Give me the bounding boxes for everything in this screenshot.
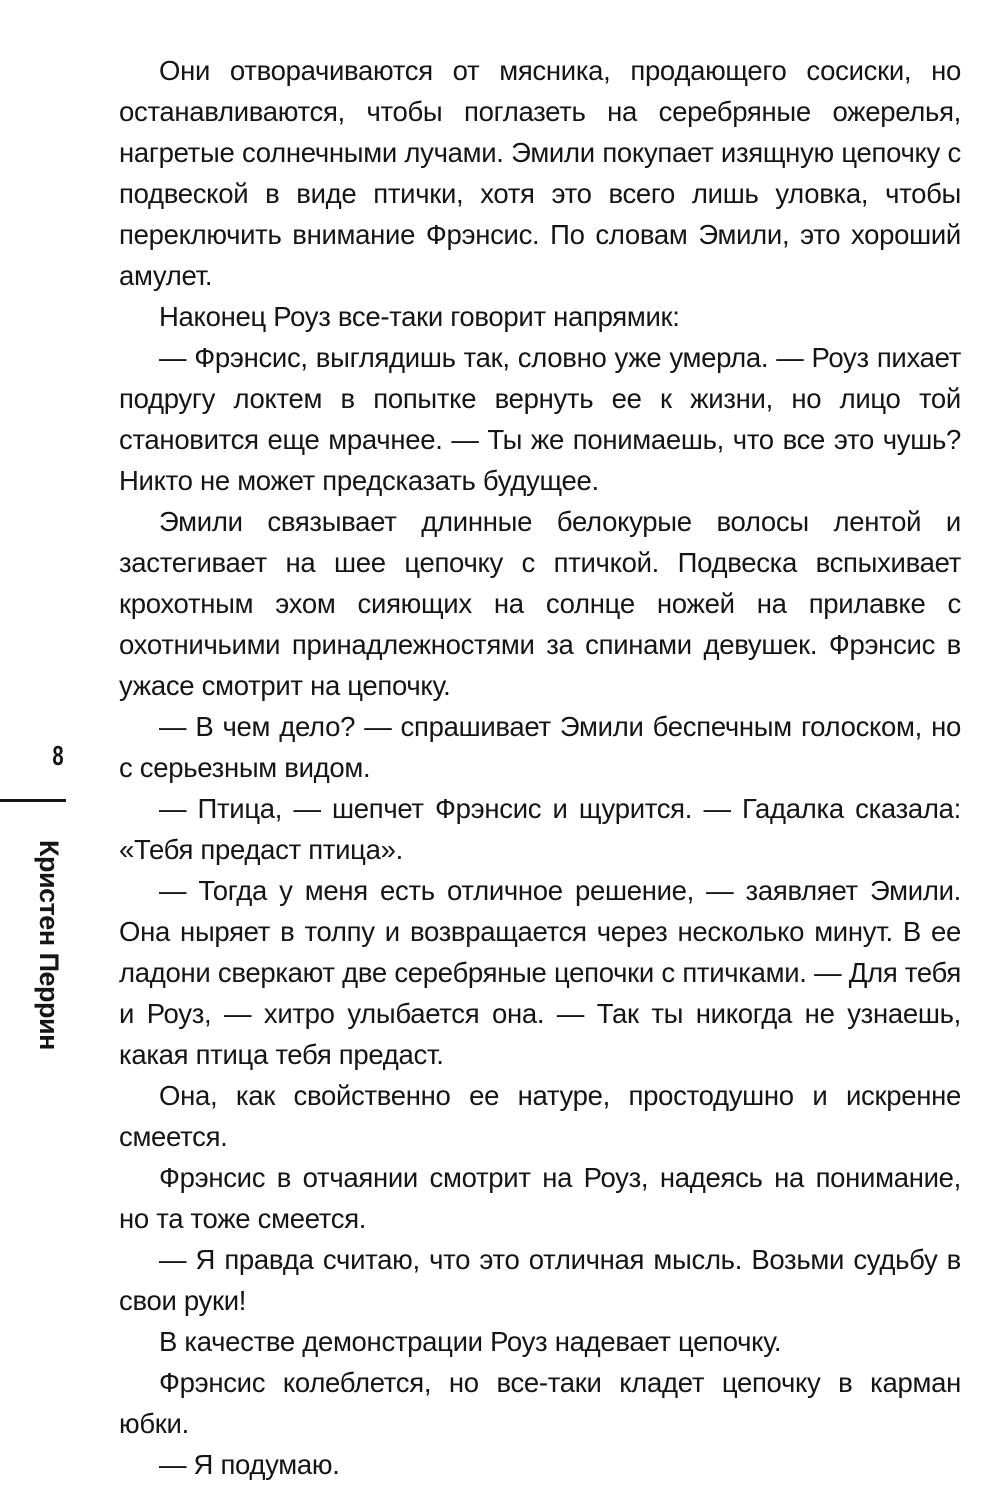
paragraph-6: — Птица, — шепчет Фрэнсис и щурится. — Гадалка сказала: «Тебя предаст птица».	[119, 793, 961, 865]
paragraph-3: — Фрэнсис, выглядишь так, словно уже умерла. — Роуз пихает подругу локтем в попытке вернуть ее к жизни, но лицо той становится еще мрачнее. — Ты же понимаешь, что все это чушь? Никто не может предсказать будущее.	[119, 342, 961, 496]
running-head-author: Кристен Перрин	[34, 840, 64, 1050]
page-number: 8	[52, 740, 64, 771]
paragraph-10: — Я правда считаю, что это отличная мысль. Возьми судьбу в свои руки!	[119, 1244, 961, 1316]
paragraph-8: Она, как свойственно ее натуре, простодушно и искренне смеется.	[119, 1080, 961, 1152]
paragraph-9: Фрэнсис в отчаянии смотрит на Роуз, надеясь на понимание, но та тоже смеется.	[119, 1162, 961, 1234]
paragraph-4: Эмили связывает длинные белокурые волосы лентой и застегивает на шее цепочку с птичкой. Подвеска вспыхивает крохотным эхом сияющих на солнце ножей на прилавке с охотничьими принадлежностями за спинами девушек. Фрэнсис в ужасе смотрит на цепочку.	[119, 506, 961, 701]
paragraph-11: В качестве демонстрации Роуз надевает цепочку.	[159, 1326, 782, 1357]
paragraph-2: Наконец Роуз все-таки говорит напрямик:	[159, 301, 680, 332]
margin-rule	[0, 799, 66, 802]
paragraph-13: — Я подумаю.	[159, 1449, 340, 1480]
body-text	[119, 50, 961, 1485]
paragraph-5: — В чем дело? — спрашивает Эмили беспечным голоском, но с серьезным видом.	[119, 711, 961, 783]
paragraph-1: Они отворачиваются от мясника, продающего сосиски, но останавливаются, чтобы поглазеть на серебряные ожерелья, нагретые солнечными лучами. Эмили покупает изящную цепочку с подвеской в виде птички, хотя это всего лишь уловка, чтобы переключить внимание Фрэнсис. По словам Эмили, это хороший амулет.	[119, 55, 961, 291]
paragraph-7: — Тогда у меня есть отличное решение, — заявляет Эмили. Она ныряет в толпу и возвращается через несколько минут. В ее ладони сверкают две серебряные цепочки с птичками. — Для тебя и Роуз, — хитро улыбается она. — Так ты никогда не узнаешь, какая птица тебя предаст.	[119, 875, 961, 1070]
paragraph-12: Фрэнсис колеблется, но все-таки кладет цепочку в карман юбки.	[119, 1367, 961, 1439]
